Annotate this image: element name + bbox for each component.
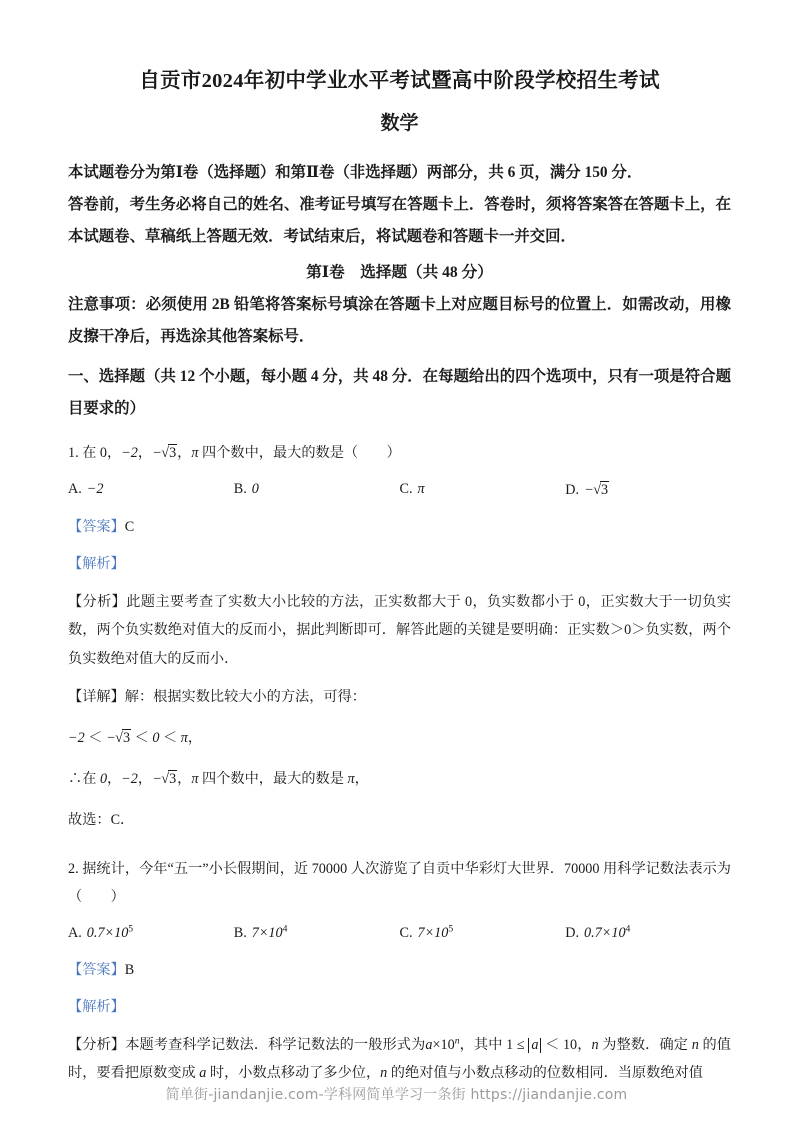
question-2-option-c[interactable] xyxy=(400,921,566,947)
question-1-stem-prefix: 在 0， xyxy=(82,444,122,461)
option-d-label: D. xyxy=(565,925,580,942)
option-d-value-sqrt: −√3 xyxy=(585,482,609,499)
question-2-number: 2. xyxy=(68,860,79,877)
question-1-stem-suffix: 四个数中，最大的数是（ ） xyxy=(202,444,401,461)
question-2-option-d[interactable] xyxy=(565,921,731,947)
option-d-label: D. xyxy=(565,482,580,499)
option-b-value: 0 xyxy=(251,481,259,498)
question-1-options xyxy=(68,477,731,504)
question-1-breakdown-text: 此题主要考查了实数大小比较的方法，正实数都大于 0，负实数都小于 0，正实数大于一切负实数，两个负实数绝对值大的反而小，据此判断即可．解答此题的关键是要明确：正实数＞0＞负实数，两个负实数绝对值大的反而小． xyxy=(68,593,731,667)
page-title: 自贡市2024年初中学业水平考试暨高中阶段学校招生考试 xyxy=(139,70,660,92)
question-1-final-choice: 故选：C． xyxy=(68,811,135,828)
analysis-tag: 【解析】 xyxy=(68,555,125,572)
option-c-label: C. xyxy=(399,925,413,942)
question-2-option-b[interactable] xyxy=(234,921,400,947)
question-1-number: 1. xyxy=(68,444,79,461)
option-b-exponent: 4 xyxy=(282,923,288,935)
detail-tag: 【详解】 xyxy=(68,689,125,706)
option-a-exponent: 5 xyxy=(128,923,134,935)
question-2-analysis-line xyxy=(68,994,731,1021)
option-d-base: 0.7×10 xyxy=(584,925,626,942)
question-2-stem-text: 据统计，今年“五一”小长假期间，近 70000 人次游览了自贡中华彩灯大世界．70000 用科学记数法表示为（ ） xyxy=(68,860,731,905)
absolute-value-a: a xyxy=(528,1038,541,1054)
question-1-detail-intro-text: 解：根据实数比较大小的方法，可得： xyxy=(124,689,366,706)
question-1-detail-intro xyxy=(68,683,731,711)
question-1-option-d[interactable] xyxy=(565,477,731,504)
negative-sqrt-3-inline: −√3 xyxy=(153,444,177,461)
question-2-answer-line xyxy=(68,957,731,984)
option-a-label: A. xyxy=(68,481,82,498)
question-2-breakdown-part1: 本题考查科学记数法．科学记数法的一般形式为 xyxy=(125,1036,426,1053)
question-2-option-a[interactable] xyxy=(68,921,234,947)
exam-notice: 注意事项：必须使用 2B 铅笔将答案标号填涂在答题卡上对应题目标号的位置上．如需改动，用橡皮擦干净后，再选涂其他答案标号． xyxy=(68,295,731,345)
option-b-label: B. xyxy=(233,925,247,942)
question-1-breakdown xyxy=(68,588,731,673)
breakdown-tag: 【分析】 xyxy=(68,593,127,610)
question-1-answer-line xyxy=(68,514,731,541)
question-2 xyxy=(68,856,731,1088)
question-1-inequality: −2 ＜ −√3 ＜ 0 ＜ π， xyxy=(68,729,203,746)
instruction-line-1: 本试题卷分为第Ⅰ卷（选择题）和第Ⅱ卷（非选择题）两部分，共 6 页，满分 150 分． xyxy=(68,164,643,182)
option-c-value: π xyxy=(417,481,425,498)
answer-tag: 【答案】 xyxy=(68,961,125,978)
question-1-conclusion: ∴在 0，−2，−√3，π 四个数中，最大的数是 π， xyxy=(68,770,369,787)
question-1-answer-value: C xyxy=(124,519,135,535)
question-2-breakdown: 【分析】本题考查科学记数法．科学记数法的一般形式为$a\times 10^n$，其中 1 ≤ a ＜ 10，n 为整数．确定 n 的值时，要看把原数变成 a 时，小数点移动了多少位，n 的绝对值与小数点移动的位数相同．当原数绝对值 xyxy=(68,1035,731,1082)
question-1-option-c[interactable] xyxy=(400,477,566,504)
option-b-label: B. xyxy=(233,481,247,498)
instructions-block xyxy=(68,157,731,253)
breakdown-tag: 【分析】 xyxy=(68,1036,126,1053)
subject-title: 数学 xyxy=(380,112,419,134)
part-one-heading: 一、选择题（共 12 个小题，每小题 4 分，共 48 分．在每题给出的四个选项中，只有一项是符合题目要求的） xyxy=(68,367,731,417)
option-a-value: −2 xyxy=(86,481,104,498)
question-1-analysis-line xyxy=(68,551,731,578)
option-c-label: C. xyxy=(399,481,413,498)
question-1 xyxy=(68,439,731,834)
question-1-option-a[interactable] xyxy=(68,477,234,504)
answer-tag: 【答案】 xyxy=(68,519,125,535)
question-1-stem: 1. 在 0，−2，−√3，π 四个数中，最大的数是（ ） xyxy=(68,439,731,468)
question-2-answer-value: B xyxy=(124,961,135,978)
footer-watermark: 简单街-jiandanjie.com-学科网简单学习一条街 https://jiandanjie.com xyxy=(165,1087,628,1103)
scientific-notation-formula: a xyxy=(425,1036,433,1053)
option-c-base: 7×10 xyxy=(417,925,449,942)
option-b-base: 7×10 xyxy=(251,925,283,942)
option-c-exponent: 5 xyxy=(448,923,454,935)
option-d-exponent: 4 xyxy=(625,923,631,935)
question-2-stem xyxy=(68,856,731,911)
question-2-options xyxy=(68,921,731,947)
option-a-label: A. xyxy=(68,925,82,942)
option-a-base: 0.7×10 xyxy=(86,925,129,942)
question-1-option-b[interactable] xyxy=(234,477,400,504)
analysis-tag: 【解析】 xyxy=(68,998,125,1015)
formula-exponent-n: n xyxy=(454,1035,460,1047)
section-header: 第Ⅰ卷 选择题（共 48 分） xyxy=(306,264,493,282)
instruction-line-2: 答卷前，考生务必将自己的姓名、准考证号填写在答题卡上．答卷时，须将答案答在答题卡上，在本试题卷、草稿纸上答题无效．考试结束后，将试题卷和答题卡一并交回． xyxy=(68,196,731,246)
